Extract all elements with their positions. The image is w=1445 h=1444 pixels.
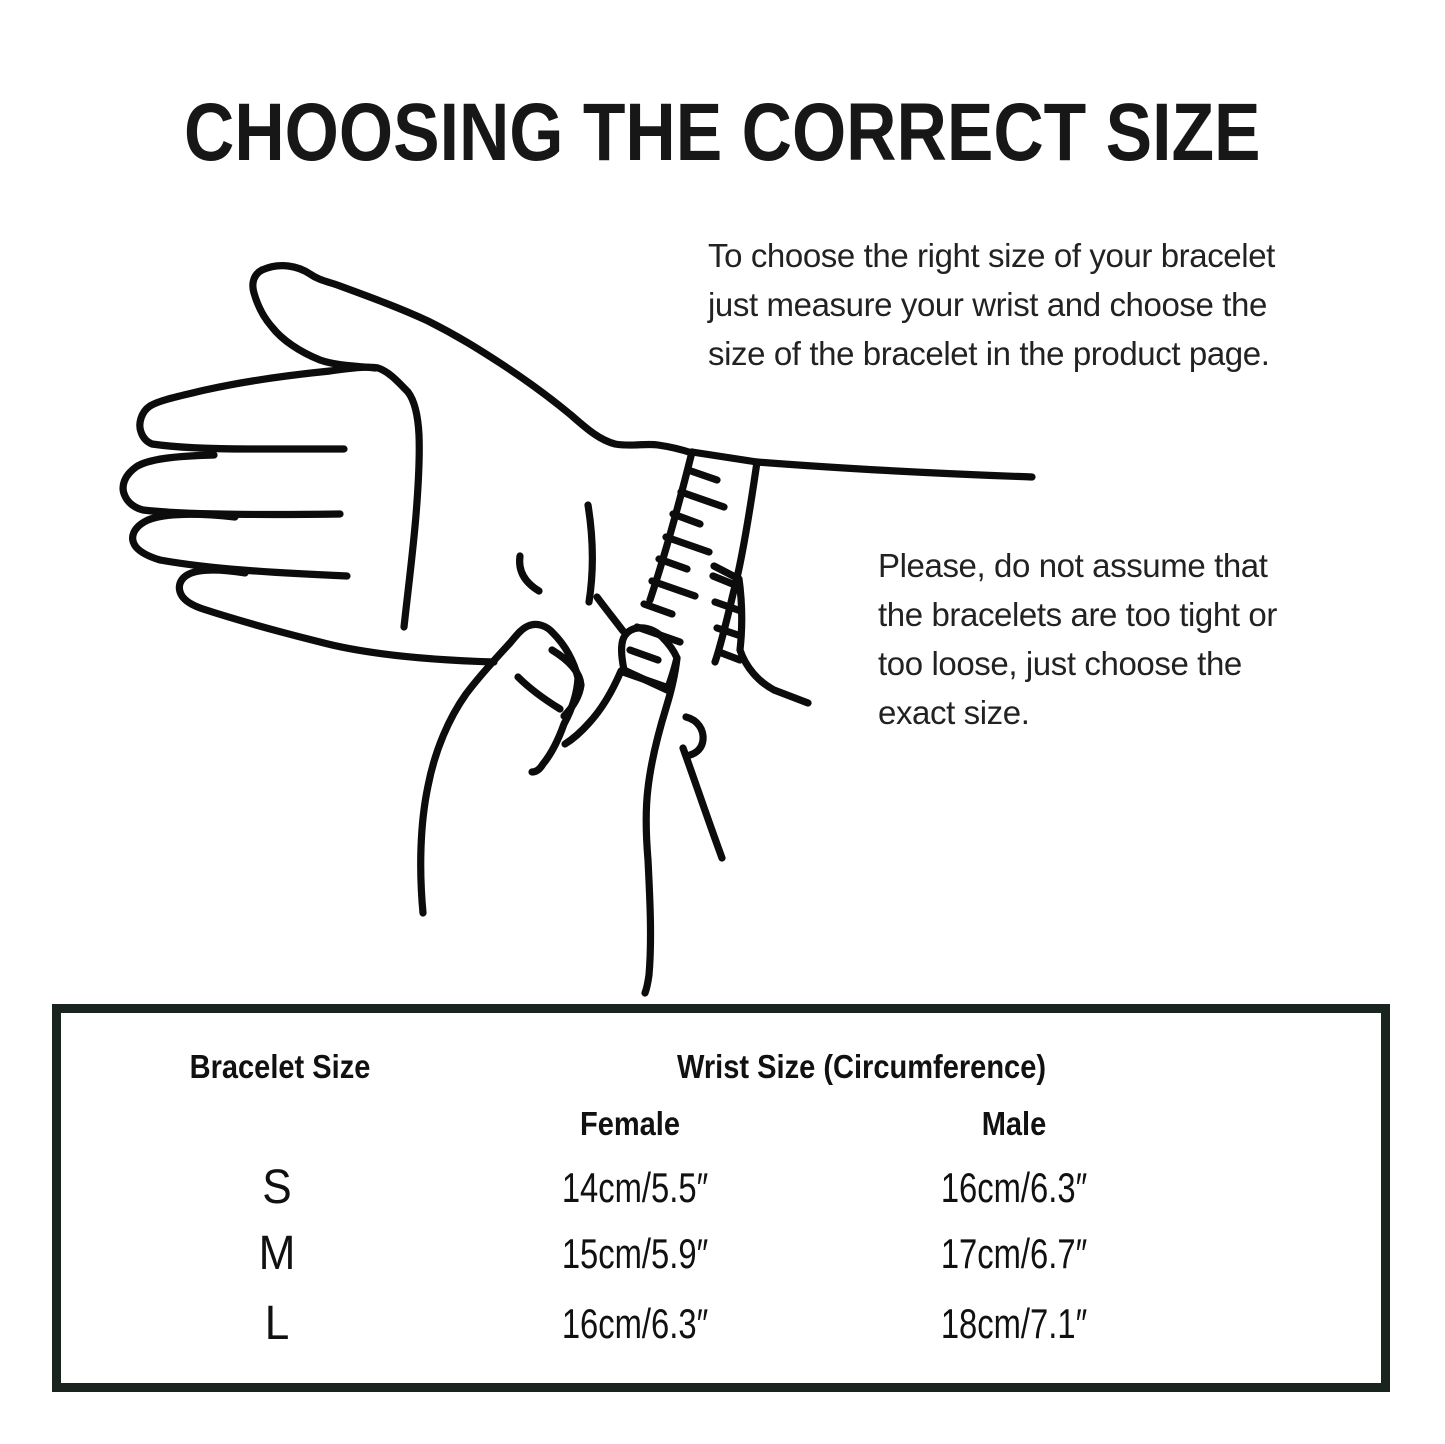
female-value: 15cm/5.9″ (561, 1230, 709, 1277)
female-value: 14cm/5.5″ (561, 1164, 709, 1211)
male-value: 18cm/7.1″ (940, 1300, 1088, 1347)
note-line: the bracelets are too tight or (878, 596, 1277, 633)
hand-measuring-wrist-with-tape-illustration (60, 230, 1060, 1010)
male-value: 16cm/6.3″ (940, 1164, 1088, 1211)
size-label: M (258, 1227, 296, 1280)
arm-line (757, 462, 1032, 477)
wrist-size-header: Wrist Size (Circumference) (677, 1048, 1047, 1085)
note-line: Please, do not assume that (878, 547, 1268, 584)
measuring-tape (623, 452, 1032, 703)
intro-line: To choose the right size of your bracelet (708, 237, 1275, 274)
open-hand (123, 266, 692, 662)
bracelet-size-header: Bracelet Size (189, 1048, 371, 1085)
male-value: 17cm/6.7″ (940, 1230, 1088, 1277)
intro-line: just measure your wrist and choose the (708, 286, 1267, 323)
size-table (52, 1004, 1390, 1392)
holding-hand (421, 597, 722, 993)
size-label: S (262, 1161, 292, 1214)
female-header: Female (579, 1105, 681, 1142)
male-header: Male (981, 1105, 1047, 1142)
page-title (0, 86, 1445, 180)
note-line: exact size. (878, 694, 1030, 731)
female-value: 16cm/6.3″ (561, 1300, 709, 1347)
intro-line: size of the bracelet in the product page. (708, 335, 1270, 372)
size-label: L (264, 1297, 290, 1350)
page-title-text: CHOOSING THE CORRECT SIZE (184, 87, 1261, 178)
note-line: too loose, just choose the (878, 645, 1242, 682)
